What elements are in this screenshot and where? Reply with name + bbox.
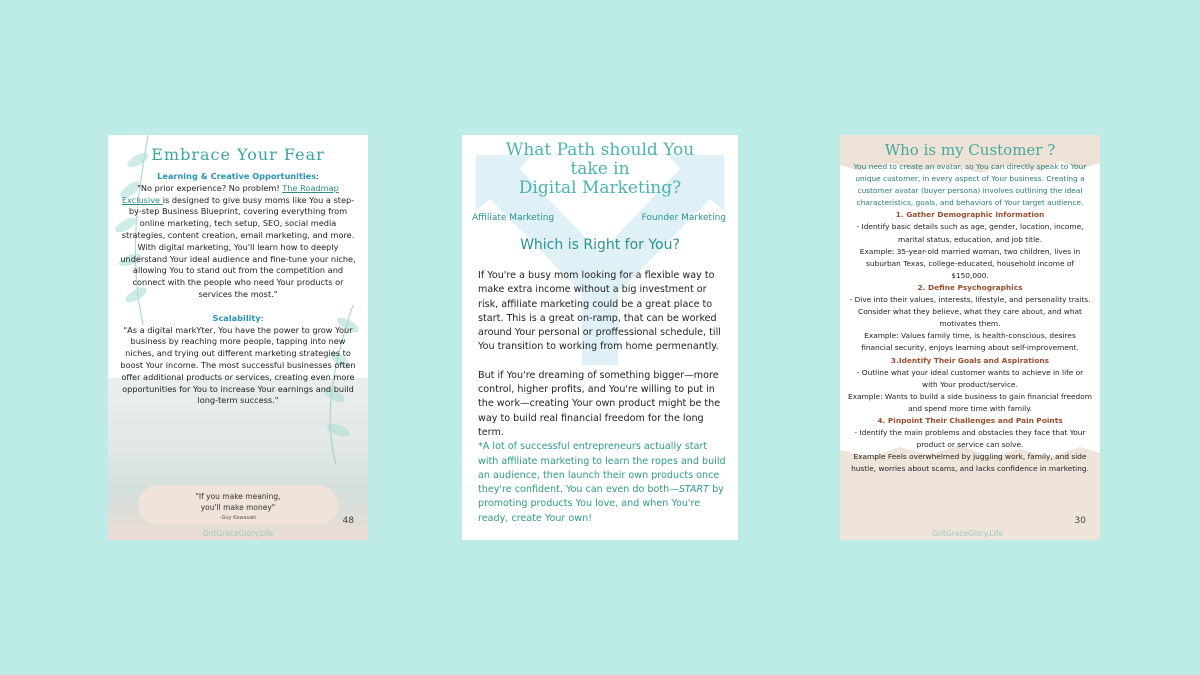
- paragraph-tip: [478, 440, 728, 526]
- quote-line: you'll make money": [200, 503, 276, 512]
- label-founder-marketing: Founder Marketing: [641, 213, 726, 223]
- ebook-page-embrace-fear: [108, 135, 368, 540]
- ebook-page-customer-avatar: [840, 135, 1100, 540]
- paragraph-affiliate: If You're a busy mom looking for a flexible way to make extra income without a big investment or risk, affiliate marketing could be a great place to start. This is a great on-ramp, that can be worked around Your personal or proffessional schedule, till You transition to working from home permenantly.: [478, 270, 721, 353]
- paragraph-text: "No prior experience? No problem!: [137, 182, 283, 193]
- page-number: 48: [342, 516, 354, 526]
- section-heading-scalability: Scalability: [212, 312, 261, 323]
- step-heading-demographics: 1. Gather Demographic Information: [895, 210, 1045, 220]
- step-text: - Dive into their values, interests, lifestyle, and personality traits. Consider what they believe, what they care about, and what motivates them.: [849, 295, 1091, 329]
- step-example: Example: 35-year-old married woman, two children, lives in suburban Texas, college-educated, household income of $150,000.: [859, 246, 1081, 280]
- title-line: Digital Marketing?: [518, 178, 682, 198]
- heading-colon: :: [316, 171, 319, 181]
- label-affiliate-marketing: Affiliate Marketing: [472, 213, 555, 223]
- quote-author: -Guy Kawasaki: [219, 515, 257, 521]
- step-text: - Identify the main problems and obstacles they face that Your product or service can solve.: [854, 428, 1086, 450]
- page-body: [118, 171, 358, 407]
- step-example: Example: Values family time, is health-conscious, desires financial security, enjoys learning about self-improvement.: [861, 331, 1079, 353]
- page-title: Who is my Customer ?: [884, 141, 1056, 159]
- quote-text: [138, 491, 338, 513]
- step-example: Example Feels overwhelmed by juggling work, family, and side hustle, worries about scams, and lacks confidence in marketing.: [851, 452, 1089, 474]
- page-title: Embrace Your Fear: [151, 145, 325, 164]
- tip-text: *A lot of successful entrepreneurs actually start with affiliate marketing to learn the ropes and build an audience, then launch their own products once they're confident. You can even do both—: [478, 441, 726, 496]
- paragraph-scalability: "As a digital markYter, You have the power to grow Your business by reaching more people, tapping into new niches, and trying out different marketing strategies to boost Your income. The most successful businesses often offer additional products or services, creating even more opportunities for You to increase Your earnings and build long-term success.": [120, 324, 356, 406]
- page-body: [478, 269, 728, 526]
- page-title: [462, 141, 738, 198]
- page-number: 30: [1074, 516, 1086, 526]
- paragraph-founder: But if You're dreaming of something bigger—more control, higher profits, and You're willing to put in the work—creating Your own product might be the way to build real financial freedom for the long term.: [478, 369, 721, 438]
- intro-paragraph: You need to create an avatar, so You can directly speak to Your unique customer, in every aspect of Your business. Creating a customer avatar (buyer persona) involves outlining the ideal characteristics, goals, and behaviors of Your target audience.: [853, 162, 1087, 208]
- section-heading-learning: Learning & Creative Opportunities: [157, 171, 317, 181]
- quote-line: "If you make meaning,: [195, 492, 281, 501]
- title-line: take in: [570, 159, 630, 179]
- step-heading-goals: 3.Identify Their Goals and Aspirations: [890, 355, 1050, 365]
- footer-brand: GritGraceGlory.Life: [932, 529, 1003, 538]
- tip-emphasis: START: [678, 484, 710, 496]
- heading-colon: :: [260, 312, 264, 323]
- step-heading-challenges: 4. Pinpoint Their Challenges and Pain Points: [877, 415, 1063, 425]
- page-body: [848, 161, 1092, 475]
- paragraph-learning: [118, 183, 358, 301]
- ebook-page-what-path: [462, 135, 738, 540]
- page-subtitle: Which is Right for You?: [520, 237, 680, 253]
- title-line: What Path should You: [505, 140, 695, 160]
- roadmap-exclusive-link[interactable]: The Roadmap Exclusive: [121, 182, 339, 205]
- tip-text: by promoting products You love, and when You're ready, create Your own!: [478, 484, 724, 524]
- step-text: - Outline what your ideal customer wants to achieve in life or with Your product/service.: [856, 367, 1084, 389]
- step-heading-psychographics: 2. Define Psychographics: [917, 282, 1023, 292]
- footer-brand: GritGraceGlory.Life: [202, 529, 274, 538]
- step-text: - Identify basic details such as age, gender, location, income, marital status, education, and job title.: [856, 222, 1084, 244]
- step-example: Example: Wants to build a side business to gain financial freedom and spend more time with family.: [848, 391, 1092, 413]
- paragraph-text: is designed to give busy moms like You a step-by-step Business Blueprint, covering everything from online marketing, tech setup, SEO, social media strategies, content creation, email marketing, and more. With digital marketing, You'll learn how to deeply understand Your ideal audience and fine-tune your niche, allowing You to stand out from the competition and connect with the people who need Your products or services the most.": [120, 194, 356, 299]
